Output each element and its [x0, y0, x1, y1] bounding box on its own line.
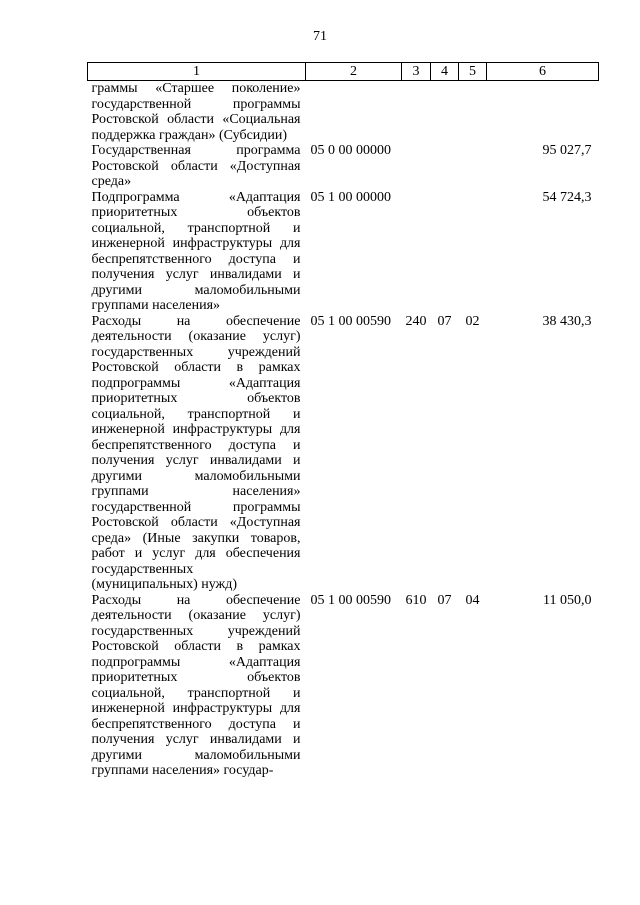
row-col5: [459, 190, 487, 314]
row-code: 05 1 00 00590: [310, 313, 391, 329]
row-col3: 610: [405, 592, 427, 608]
row-name: Государственная программа Ростовской области «Доступная среда»: [91, 143, 301, 189]
column-header: 4: [431, 63, 459, 81]
row-col4: [431, 143, 459, 190]
row-code: 05 1 00 00000: [310, 189, 391, 205]
row-col4: [431, 190, 459, 314]
table-row: [88, 81, 599, 144]
row-amount: 38 430,3: [542, 313, 592, 329]
column-header: 5: [459, 63, 487, 81]
row-col5: [459, 81, 487, 144]
row-col4: 07: [437, 313, 452, 329]
row-col3: [402, 190, 431, 314]
table-row: [88, 143, 599, 190]
row-code: 05 1 00 00590: [310, 592, 391, 608]
row-name: Подпрограмма «Адаптация приоритетных объектов социальной, транспортной и инженерной инфраструктуры для беспрепятственного доступа и получения услуг инвалидами и другими маломобильными группами населения»: [91, 189, 301, 313]
row-name: Расходы на обеспечение деятельности (оказание услуг) государственных учреждений Ростовской области в рамках подпрограммы «Адаптация приоритетных объектов социальной, транспортной и инженерной инфраструктуры для беспрепятственного доступа и получения услуг инвалидами и другими маломобильными группами населения» государственной программы Ростовской области «Доступная среда» (Иные закупки товаров, работ и услуг для обеспечения государственных (муниципальных) нужд): [91, 313, 301, 592]
row-code: 05 0 00 00000: [310, 143, 391, 158]
row-col4: 07: [437, 592, 452, 608]
row-col3: [402, 143, 431, 190]
row-name: Расходы на обеспечение деятельности (оказание услуг) государственных учреждений Ростовской области в рамках подпрограммы «Адаптация приоритетных объектов социальной, транспортной и инженерной инфраструктуры для беспрепятственного доступа и получения услуг инвалидами и другими маломобильными группами населения» государ-: [91, 592, 301, 778]
table-row: [88, 190, 599, 314]
column-header: 6: [487, 63, 599, 81]
column-header: 1: [88, 63, 306, 81]
row-amount: [487, 81, 599, 144]
row-col3: [402, 81, 431, 144]
row-col5: 02: [465, 313, 480, 329]
column-header: 2: [306, 63, 402, 81]
table-row: [88, 314, 599, 593]
row-amount: 95 027,7: [542, 143, 592, 158]
row-col5: [459, 143, 487, 190]
page-number: 71: [313, 29, 327, 44]
row-amount: 11 050,0: [543, 592, 592, 608]
row-code: [306, 81, 402, 144]
table-row: [88, 593, 599, 779]
table-header-row: [88, 63, 599, 81]
budget-table: [87, 62, 599, 779]
row-name: граммы «Старшее поколение» государственной программы Ростовской области «Социальная поддержка граждан» (Субсидии): [91, 81, 301, 143]
row-col4: [431, 81, 459, 144]
row-col5: 04: [465, 592, 480, 608]
row-amount: 54 724,3: [542, 189, 592, 205]
column-header: 3: [402, 63, 431, 81]
row-col3: 240: [405, 313, 427, 329]
